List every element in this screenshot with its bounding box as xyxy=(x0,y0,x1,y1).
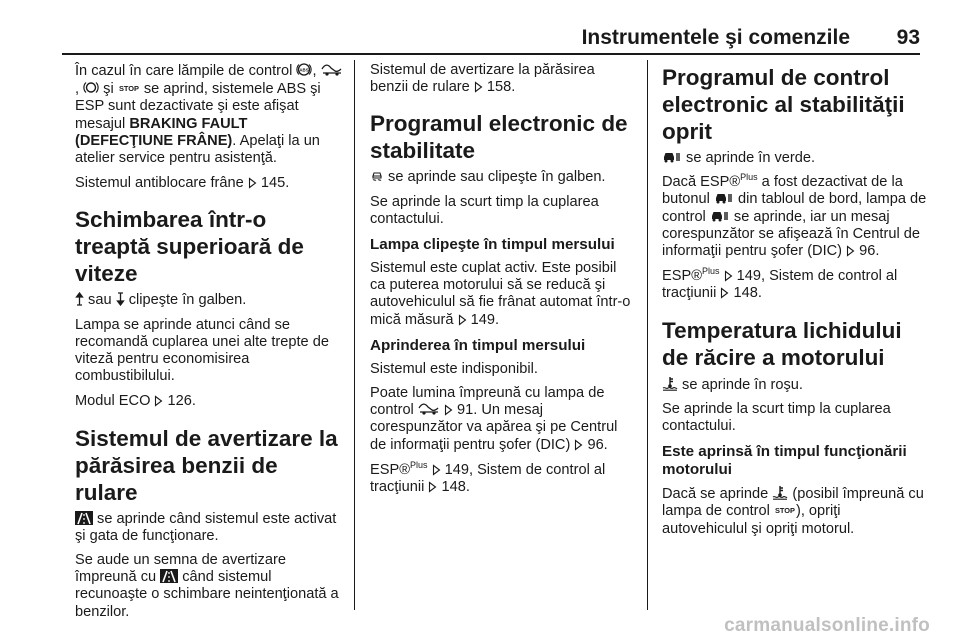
link-eco-page[interactable]: 126. xyxy=(167,393,196,410)
stop-warning-icon xyxy=(774,505,796,515)
coolant-temperature-icon xyxy=(772,485,788,500)
page-reference-arrow-icon xyxy=(248,177,257,189)
svg-text:STOP: STOP xyxy=(774,506,795,516)
lane-warning-paragraph: Se aude un semna de avertizare împreună cu când sistemul recunoaşte o schimbare neintenţionată a benzilor. xyxy=(75,552,339,620)
link-esc-page[interactable]: 149. xyxy=(470,311,500,328)
column-divider-1 xyxy=(354,60,355,610)
heading-shift-up: Schimbarea într-o treaptă superioară de viteze xyxy=(75,207,304,287)
coolant-warning-paragraph: Dacă se aprinde (posibil împreună cu lampa de control STOP ), opriţi autovehiculul şi opriţi motorul. xyxy=(662,486,924,537)
esp-plus-paragraph: ESP®$^{Plus}$ 149, Sistem de control al tracţiunii 148. xyxy=(370,459,606,496)
page-reference-arrow-icon xyxy=(574,439,583,451)
heading-coolant-temperature: Temperatura lichidului de răcire a motorului xyxy=(662,317,902,370)
lane-departure-icon xyxy=(75,511,93,525)
svg-text:STOP: STOP xyxy=(118,84,139,94)
link-abs-page[interactable]: 145. xyxy=(260,175,290,192)
page-reference-arrow-icon xyxy=(720,287,729,299)
esc-off-icon xyxy=(710,209,730,223)
abs-reference-paragraph: Sistemul antiblocare frâne 145. xyxy=(75,175,290,192)
brake-warning-icon xyxy=(418,402,440,416)
link-dic-page[interactable]: 96. xyxy=(587,436,608,453)
page-reference-arrow-icon xyxy=(154,395,163,407)
esc-off-icon xyxy=(714,191,734,205)
service-warning-icon xyxy=(83,80,99,95)
column-2 xyxy=(370,62,634,504)
heading-lit-engine-running: Este aprinsă în timpul funcţionării motorului xyxy=(662,443,907,479)
esp-plus-paragraph-2: ESP®$^{Plus}$ 149, Sistem de control al tracţiunii 148. xyxy=(662,266,898,302)
esc-paragraph: se aprinde sau clipeşte în galben. xyxy=(370,169,634,186)
esc-icon xyxy=(370,169,384,183)
watermark: carmanualsonline.info xyxy=(724,615,930,636)
column-3 xyxy=(662,62,928,546)
lane-departure-icon xyxy=(160,569,178,583)
svg-text:ABS: ABS xyxy=(299,67,310,73)
page-reference-arrow-icon xyxy=(458,314,467,326)
page-reference-arrow-icon xyxy=(444,404,453,416)
esc-off-paragraph: se aprinde în verde. xyxy=(662,150,928,167)
unavailable-paragraph: Sistemul este indisponibil. xyxy=(370,360,538,377)
page-header xyxy=(62,26,920,50)
heading-lamp-lit: Aprinderea în timpul mersului xyxy=(370,336,586,354)
eco-reference-paragraph: Modul ECO 126. xyxy=(75,393,196,410)
column-divider-2 xyxy=(647,60,648,610)
link-traction-page-2[interactable]: 148. xyxy=(733,285,762,302)
shift-paragraph: sau clipeşte în galben. xyxy=(75,292,345,309)
heading-lane-departure: Sistemul de avertizare la părăsirea benzii de rulare xyxy=(75,425,338,505)
heading-lamp-flashing: Lampa clipeşte în timpul mersului xyxy=(370,236,615,254)
page-reference-arrow-icon xyxy=(846,245,855,257)
shift-description: Lampa se aprinde atunci când se recomandă cuplarea unei alte trepte de viteză pentru economisirea combustibilului. xyxy=(75,316,329,385)
esc-description: Se aprinde la scurt timp la cuplarea contactului. xyxy=(370,193,599,227)
flashing-paragraph: Sistemul este cuplat activ. Este posibil ca puterea motorului să se reducă şi autovehiculul să fie frânat automat într-o mică măsură 149. xyxy=(370,260,631,328)
page-number: 93 xyxy=(896,26,920,49)
link-traction-page[interactable]: 148. xyxy=(441,479,470,496)
coolant-paragraph: se aprinde în roşu. xyxy=(662,376,928,394)
shift-down-icon xyxy=(116,292,125,306)
lane-reference-paragraph: Sistemul de avertizare la părăsirea benzii de rulare 158. xyxy=(370,62,595,96)
heading-esc: Programul electronic de stabilitate xyxy=(370,111,628,164)
page-reference-arrow-icon xyxy=(474,81,483,93)
lane-paragraph: se aprinde când sistemul este activat şi gata de funcţionare. xyxy=(75,510,337,544)
lit-paragraph: Poate lumina împreună cu lampa de control 91. Un mesaj corespunzător va apărea şi pe Centrul de informaţii pentru şofer (DIC) 96. xyxy=(370,385,618,453)
coolant-description: Se aprinde la scurt timp la cuplarea contactului. xyxy=(662,400,891,435)
abs-paragraph: În cazul în care lămpile de control ABS , , şi STOP se aprind, sistemele ABS şi ESP sunt dezactivate şi este afişat mesajul BRAKING FAULT (DEFECŢIUNE FRÂNE). Apelaţi la un atelier service pentru asistenţă. xyxy=(75,62,345,167)
heading-esc-off: Programul de control electronic al stabilităţii oprit xyxy=(662,65,905,144)
coolant-temperature-icon xyxy=(662,376,678,391)
header-rule xyxy=(62,53,920,55)
esc-off-description: Dacă ESP®$^{Plus}$ a fost dezactivat de la butonul din tabloul de bord, lampa de control se aprinde, iar un mesaj corespunzător se afişează în Centrul de informaţii pentru şofer (DIC) 96. xyxy=(662,172,927,260)
page-reference-arrow-icon xyxy=(724,270,733,282)
shift-up-icon xyxy=(75,292,84,306)
abs-warning-icon xyxy=(296,62,312,77)
page-reference-arrow-icon xyxy=(428,481,437,493)
esc-off-icon xyxy=(662,150,682,164)
link-lane-page[interactable]: 158. xyxy=(486,79,516,96)
brake-warning-icon xyxy=(321,63,343,77)
stop-warning-icon xyxy=(118,83,140,93)
column-1 xyxy=(75,62,345,629)
page-reference-arrow-icon xyxy=(432,464,441,476)
header-title: Instrumentele şi comenzile xyxy=(581,26,850,49)
link-dic-page-2[interactable]: 96. xyxy=(859,243,880,260)
